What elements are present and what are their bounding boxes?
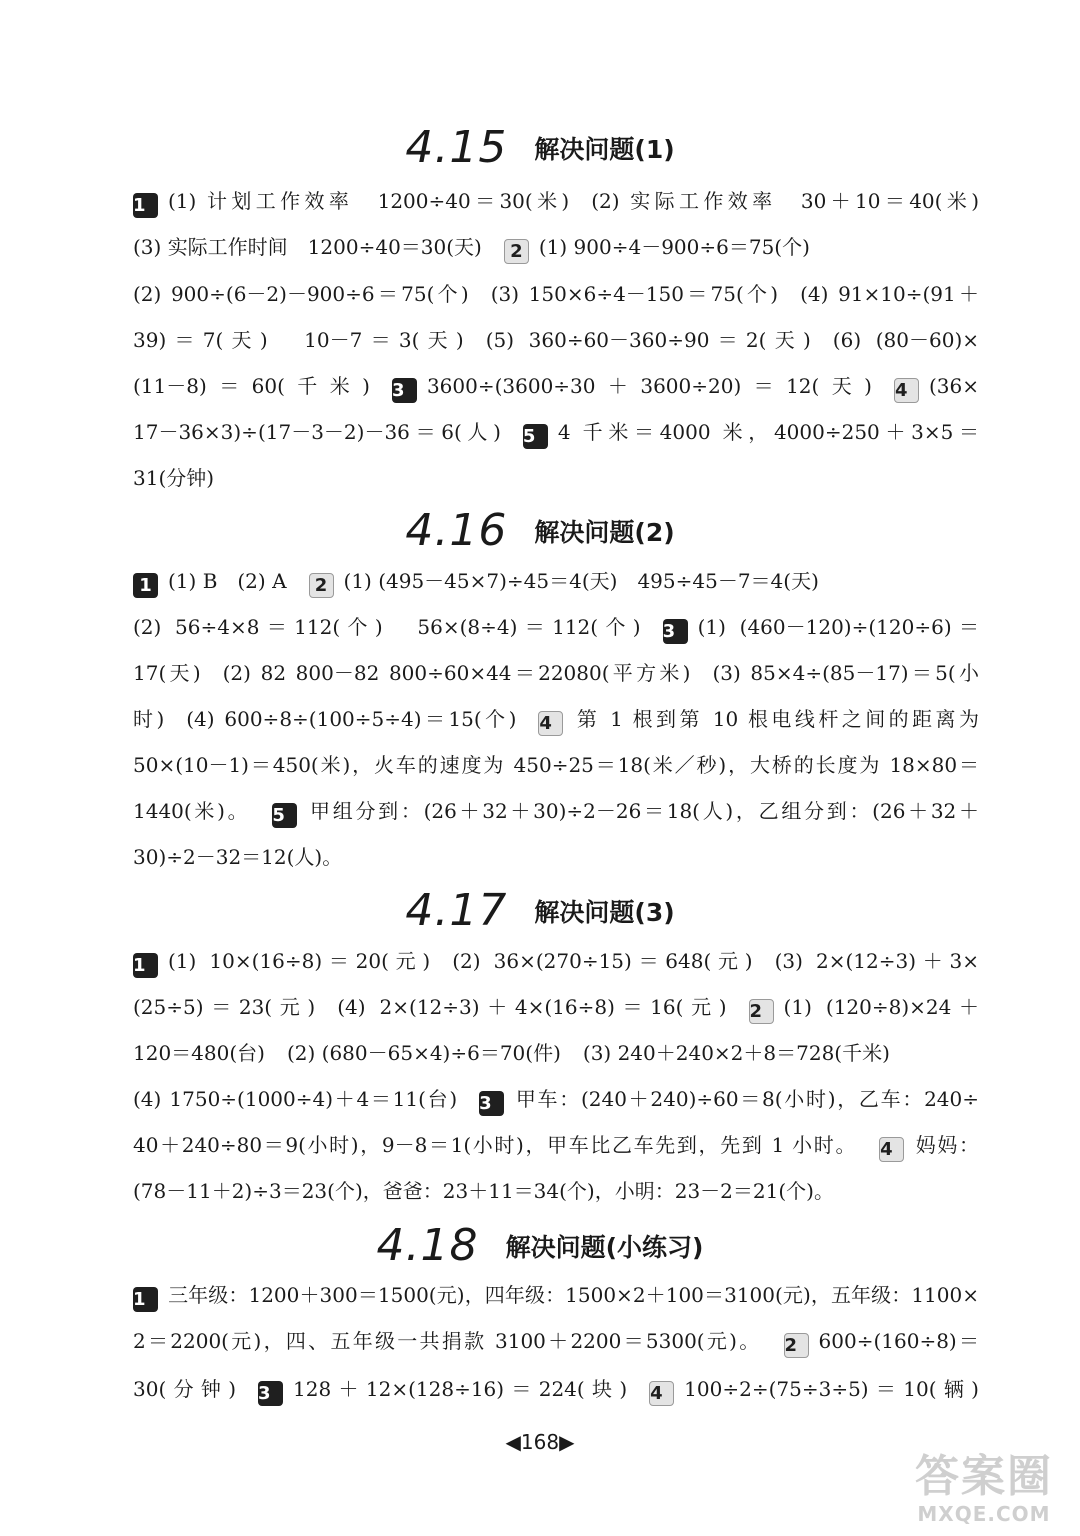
- answer-line: [133, 1175, 979, 1207]
- answer-text: 31(分钟): [133, 466, 215, 490]
- question-badge: 4: [894, 378, 919, 403]
- answer-text: 2＝2200(元)，四、五年级一共捐款 3100＋2200＝5300(元)。: [133, 1329, 762, 1353]
- answer-line: [133, 416, 979, 448]
- question-badge: 2: [309, 573, 334, 598]
- section-number: 4.18: [376, 1220, 479, 1271]
- answer-text: (3) 240＋240×2＋8＝728(千米): [582, 1041, 890, 1065]
- answer-line: [133, 1129, 979, 1161]
- answer-text: (6) (80－60)×: [832, 328, 980, 352]
- answer-text: 30)÷2－32＝12(人)。: [133, 845, 343, 869]
- section-number: 4.15: [405, 122, 508, 173]
- answer-line: [133, 278, 979, 310]
- answer-text: 4 千米＝4000 米，4000÷250＋3×5＝: [557, 420, 980, 444]
- answer-text: 甲组分到：(26＋32＋30)÷2－26＝18(人)，乙组分到：(26＋32＋: [307, 799, 979, 823]
- answer-text: 甲车：(240＋240)÷60＝8(小时)，乙车：240÷: [514, 1087, 980, 1111]
- answer-line: [133, 1037, 979, 1069]
- answer-line: [133, 945, 979, 977]
- answer-text: 39)＝7(天) 10－7＝3(天): [133, 328, 464, 352]
- answer-text: (1) 10×(16÷8)＝20(元): [168, 949, 431, 973]
- watermark-domain: MXQE.COM: [917, 1502, 1051, 1526]
- question-badge: 4: [879, 1137, 904, 1162]
- answer-text: (25÷5)＝23(元): [133, 995, 316, 1019]
- answer-text: 妈妈：: [914, 1133, 980, 1157]
- answer-text: (4) 600÷8÷(100÷5÷4)＝15(个): [186, 707, 517, 731]
- answer-text: 50×(10－1)＝450(米)，火车的速度为 450÷25＝18(米／秒)，大桥的长度为 18×80＝: [133, 753, 979, 777]
- answer-text: 40＋240÷80＝9(小时)，9－8＝1(小时)，甲车比乙车先到，先到 1 小时。: [133, 1133, 858, 1157]
- answer-text: 17－36×3)÷(17－3－2)－36＝6(人): [133, 420, 501, 444]
- section-title: 解决问题(2): [534, 517, 675, 547]
- answer-text: (4) 2×(12÷3)＋4×(16÷8)＝16(元): [337, 995, 727, 1019]
- question-badge: 1: [133, 1287, 158, 1312]
- question-badge: 5: [523, 424, 548, 449]
- section-heading: [0, 885, 1080, 936]
- section-title: 解决问题(3): [534, 897, 675, 927]
- section-number: 4.16: [405, 505, 508, 556]
- question-badge: 3: [663, 619, 688, 644]
- answer-line: [133, 703, 979, 735]
- page-number: ◀168▶: [505, 1430, 575, 1454]
- answer-line: [133, 1325, 979, 1357]
- answer-text: (3) 2×(12÷3)＋3×: [774, 949, 979, 973]
- question-badge: 5: [272, 803, 297, 828]
- answer-text: (1) 计划工作效率 1200÷40＝30(米): [168, 189, 570, 213]
- answer-line: [133, 462, 979, 494]
- answer-text: (2) 36×(270÷15)＝648(元): [452, 949, 753, 973]
- answer-text: (1) (120÷8)×24＋: [783, 995, 980, 1019]
- answer-text: (11－8)＝60(千米): [133, 374, 370, 398]
- answer-line: [133, 841, 979, 873]
- section-title: 解决问题(小练习): [505, 1232, 704, 1262]
- question-badge: 2: [749, 999, 774, 1024]
- answer-text: 1440(米)。: [133, 799, 251, 823]
- question-badge: 4: [538, 711, 563, 736]
- answer-line: [133, 565, 979, 597]
- answer-text: (3) 实际工作时间 1200÷40＝30(天): [133, 235, 482, 259]
- answer-line: [133, 991, 979, 1023]
- answer-text: 第 1 根到第 10 根电线杆之间的距离为: [573, 707, 979, 731]
- answer-text: (5) 360÷60－360÷90＝2(天): [485, 328, 811, 352]
- question-badge: 3: [392, 378, 417, 403]
- answer-line: [133, 1279, 979, 1311]
- answer-text: (1) (495－45×7)÷45＝4(天) 495÷45－7＝4(天): [343, 569, 819, 593]
- question-badge: 1: [133, 953, 158, 978]
- question-badge: 3: [258, 1381, 283, 1406]
- question-badge: 2: [784, 1333, 809, 1358]
- answer-line: [133, 611, 979, 643]
- section-number: 4.17: [405, 885, 508, 936]
- question-badge: 2: [504, 239, 529, 264]
- answer-text: (36×: [928, 374, 979, 398]
- answer-text: 120＝480(台): [133, 1041, 265, 1065]
- answer-text: 3600÷(3600÷30＋3600÷20)＝12(天): [426, 374, 872, 398]
- section-heading: [0, 122, 1080, 173]
- answer-text: (3) 150×6÷4－150＝75(个): [490, 282, 779, 306]
- question-badge: 3: [479, 1091, 504, 1116]
- answer-text: (2) (680－65×4)÷6＝70(件): [286, 1041, 561, 1065]
- answer-text: (78－11＋2)÷3＝23(个)，爸爸：23＋11＝34(个)，小明：23－2＝21(个)。: [133, 1179, 834, 1203]
- answer-line: [133, 370, 979, 402]
- answer-text: (1) B (2) A: [168, 569, 287, 593]
- watermark-logo-text: 答案圈: [915, 1451, 1053, 1502]
- section-heading: [0, 1220, 1080, 1271]
- answer-line: [133, 1373, 979, 1405]
- question-badge: 1: [133, 193, 158, 218]
- answer-text: (1) (460－120)÷(120÷6)＝: [697, 615, 979, 639]
- answer-line: [133, 231, 979, 263]
- section-heading: [0, 505, 1080, 556]
- answer-text: (3) 85×4÷(85－17)＝5(小: [712, 661, 979, 685]
- answer-text: 时): [133, 707, 165, 731]
- answer-text: 100÷2÷(75÷3÷5)＝10(辆): [684, 1377, 979, 1401]
- answer-text: (1) 900÷4－900÷6＝75(个): [538, 235, 810, 259]
- answer-text: 17(天): [133, 661, 201, 685]
- answer-text: 600÷(160÷8)＝: [818, 1329, 980, 1353]
- answer-text: (2) 82 800－82 800÷60×44＝22080(平方米): [222, 661, 691, 685]
- question-badge: 1: [133, 573, 158, 598]
- answer-text: 128＋12×(128÷16)＝224(块): [293, 1377, 628, 1401]
- answer-line: [133, 749, 979, 781]
- answer-text: 30(分钟): [133, 1377, 237, 1401]
- answer-text: 三年级：1200＋300＝1500(元)，四年级：1500×2＋100＝3100(元)，五年级：1100×: [168, 1283, 979, 1307]
- answer-line: [133, 185, 979, 217]
- answer-text: (4) 91×10÷(91＋: [800, 282, 979, 306]
- site-watermark: [894, 1452, 1074, 1532]
- answer-line: [133, 1083, 979, 1115]
- answer-text: (2) 实际工作效率 30＋10＝40(米): [591, 189, 979, 213]
- answer-text: (4) 1750÷(1000÷4)＋4＝11(台): [133, 1087, 458, 1111]
- answer-line: [133, 324, 979, 356]
- answer-text: (2) 56÷4×8＝112(个) 56×(8÷4)＝112(个): [133, 615, 641, 639]
- answer-text: (2) 900÷(6－2)－900÷6＝75(个): [133, 282, 469, 306]
- answer-line: [133, 657, 979, 689]
- section-title: 解决问题(1): [534, 134, 675, 164]
- answer-line: [133, 795, 979, 827]
- question-badge: 4: [649, 1381, 674, 1406]
